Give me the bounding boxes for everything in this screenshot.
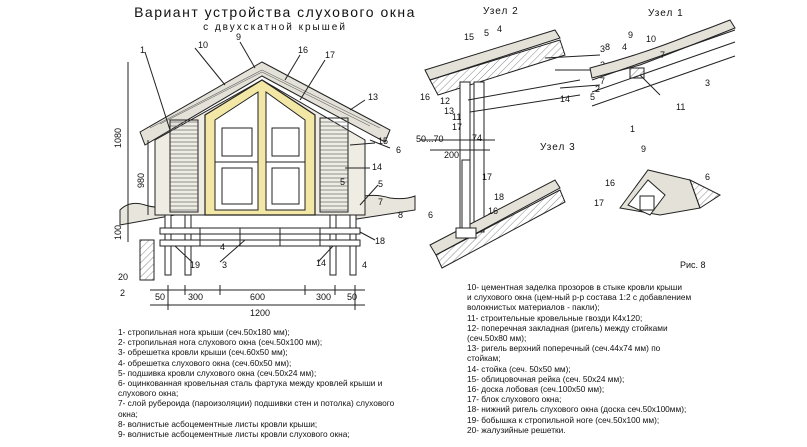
dim-200: 200: [444, 150, 460, 160]
callout: 19: [190, 260, 201, 270]
callout: 6: [428, 210, 434, 220]
legend-item: 12- поперечная закладная (ригель) между стойками: [467, 322, 668, 333]
legend-item: 7- слой рубероида (пароизоляции) подшивки стен и потолка) слухового: [118, 398, 395, 409]
legend-item: 17- блок слухового окна;: [467, 394, 562, 405]
callout: 4: [220, 242, 226, 252]
callout: 3: [600, 44, 606, 54]
legend-item: 18- нижний ригель слухового окна (доска сеч.50х100мм);: [467, 404, 687, 415]
legend-item: 6- оцинкованная кровельная сталь фартука между кровлей крыши и: [118, 378, 383, 389]
callout: 3: [222, 260, 228, 270]
callout: 2: [595, 84, 601, 94]
callout: 10: [198, 40, 209, 50]
callout: 2: [120, 288, 126, 298]
page-subtitle: с двухскатной крышей: [203, 22, 347, 33]
callout: 13: [444, 106, 455, 116]
dim-980: 980: [136, 172, 146, 188]
legend-item: 19- бобышка к стропильной ноге (сеч.50х100 мм);: [467, 414, 660, 425]
callout: 16: [420, 92, 431, 102]
callout: 11: [676, 102, 686, 112]
dim-100: 100: [113, 224, 123, 240]
callout: 1: [630, 124, 636, 134]
callout: 16: [488, 206, 499, 216]
dim-50-left: 50: [155, 292, 166, 302]
legend-item: 1- стропильная нога крыши (сеч.50х180 мм);: [118, 327, 290, 337]
callout: 5: [378, 179, 384, 189]
callout: 15: [464, 32, 475, 42]
callout: 9: [236, 32, 242, 42]
legend-item: 15- облицовочная рейка (сеч. 50х24 мм);: [467, 373, 625, 384]
legend-item: 3- обрешетка кровли крыши (сеч.60х50 мм);: [118, 347, 288, 358]
legend-item: 20- жалузийные решетки.: [467, 424, 566, 435]
callout: 4: [362, 260, 368, 270]
dim-600: 600: [250, 292, 266, 302]
dim-50-right: 50: [347, 292, 358, 302]
legend-item: 2- стропильная нога слухового окна (сеч.50х100 мм);: [118, 337, 323, 348]
legend-item: 16- доска лобовая (сеч.100х50 мм);: [467, 384, 605, 395]
callout: 4: [622, 42, 628, 52]
dim-300-right: 300: [316, 292, 332, 302]
figure-label: Рис. 8: [680, 260, 706, 270]
legend-item: 5- подшивка кровли слухового окна (сеч.50х24 мм);: [118, 367, 317, 378]
callout: 17: [482, 172, 493, 182]
callout: 17: [325, 50, 336, 60]
callout: 14: [560, 94, 571, 104]
node-title-1: Узел 1: [648, 8, 684, 19]
callout: 18: [375, 236, 386, 246]
callout: 7: [378, 197, 384, 207]
callout: 4: [497, 24, 503, 34]
callout: 13: [368, 92, 379, 102]
callout: 20: [118, 272, 129, 282]
callout: 9: [628, 30, 634, 40]
callout: 7: [600, 76, 606, 86]
callout: 5: [484, 28, 490, 38]
legend-item: 14- стойка (сеч. 50х50 мм);: [467, 363, 571, 374]
callout: 6: [705, 172, 711, 182]
callout: 14: [372, 162, 383, 172]
page-title: Вариант устройства слухового окна: [134, 4, 416, 20]
callout: 16: [298, 45, 309, 55]
callout: 8: [398, 210, 404, 220]
legend-item: окна;: [118, 408, 138, 419]
callout: 7: [660, 50, 666, 60]
callout: 18: [494, 192, 505, 202]
callout: 15: [378, 136, 389, 146]
callout: 14: [316, 258, 327, 268]
legend-item: 13- ригель верхний поперечный (сеч.44х74 мм) по: [467, 343, 661, 354]
dim-1200: 1200: [250, 308, 271, 318]
callout: 11: [452, 112, 462, 122]
callout: 12: [440, 96, 451, 106]
callout: 16: [605, 178, 616, 188]
node-title-3: Узел 3: [540, 142, 576, 153]
callout: 17: [452, 122, 463, 132]
legend-item: волокнистых материалов - пакли);: [467, 302, 600, 313]
callout: 17: [594, 198, 605, 208]
legend-item: 4- обрешетка слухового окна (сеч.60х50 мм);: [118, 357, 292, 368]
callout: 9: [641, 144, 647, 154]
legend-item: слухового окна;: [118, 388, 179, 399]
legend-item: и слухового окна (цем-ный р-р состава 1:2 с добавлением: [467, 292, 692, 303]
dim-1080: 1080: [113, 127, 123, 148]
dim-300-left: 300: [188, 292, 204, 302]
legend-item: 10- цементная заделка прозоров в стыке кровли крыши: [467, 282, 682, 292]
dim-50-70: 50...70: [416, 134, 444, 144]
callout: 3: [705, 78, 711, 88]
callout: 1: [140, 45, 146, 55]
callout: 6: [396, 145, 402, 155]
callout: 5: [590, 92, 596, 102]
dim-74: 74: [472, 133, 483, 143]
legend-item: 9- волнистые асбоцементные листы кровли слухового окна;: [118, 429, 350, 440]
node-title-2: Узел 2: [483, 6, 519, 17]
legend-item: стойкам;: [467, 353, 501, 364]
callout: 5: [340, 177, 346, 187]
legend-item: 8- волнистые асбоцементные листы кровли крыши;: [118, 418, 318, 429]
callout: 8: [605, 42, 611, 52]
callout: 10: [646, 34, 657, 44]
legend-item: (сеч.50х80 мм);: [467, 333, 527, 344]
legend-item: 11- строительные кровельные гвозди К4х120;: [467, 312, 643, 323]
